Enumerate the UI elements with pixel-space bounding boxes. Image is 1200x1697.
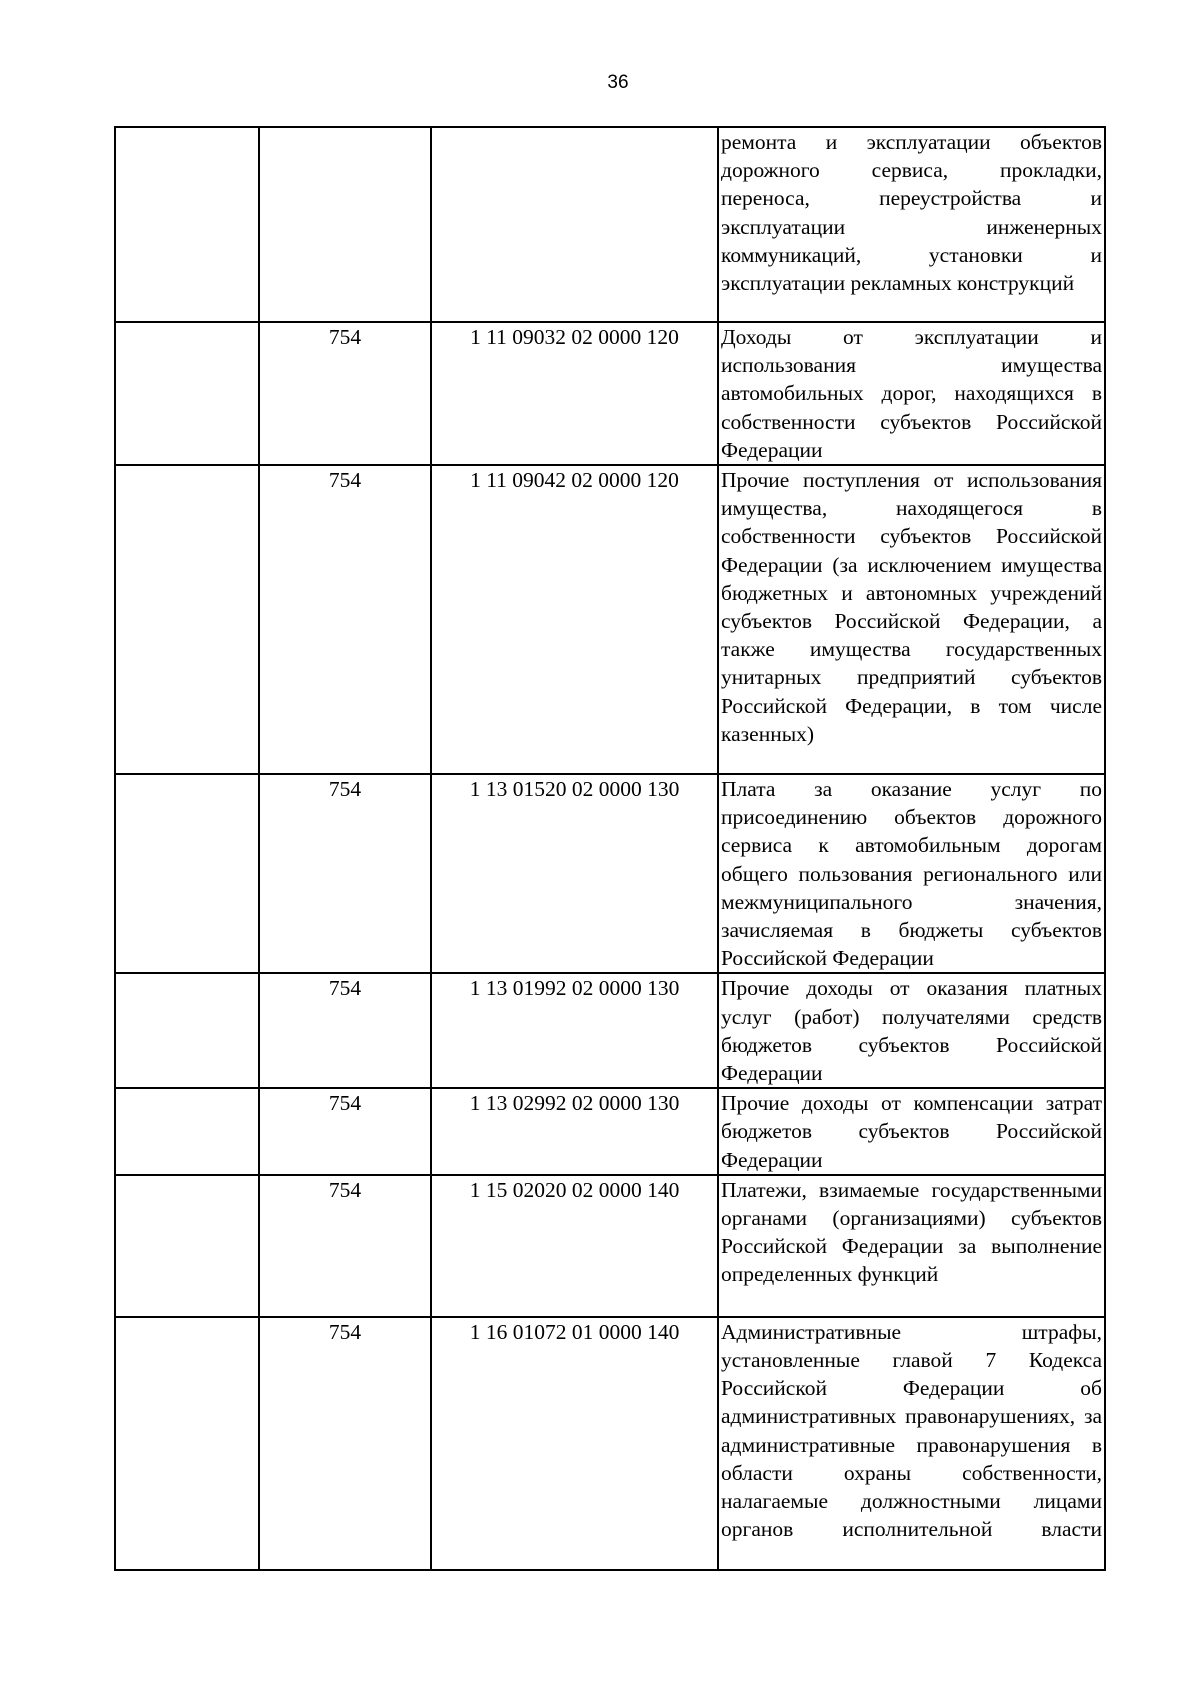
table-row	[115, 1317, 1105, 1570]
empty-cell	[115, 465, 259, 774]
description-cell: Административные штрафы, установленные главой 7 Кодекса Российской Федерации об административных правонарушениях, за административные правонарушения в области охраны собственности, налагаемые должностными лицами органов исполнительной власти	[718, 1317, 1105, 1570]
revenue-code-cell: 1 13 01520 02 0000 130	[431, 774, 718, 973]
empty-cell	[115, 1175, 259, 1317]
description-cell: Прочие доходы от оказания платных услуг (работ) получателями средств бюджетов субъектов Российской Федерации	[718, 973, 1105, 1088]
revenue-code-cell	[431, 127, 718, 322]
revenue-code-cell: 1 13 01992 02 0000 130	[431, 973, 718, 1088]
admin-code-cell: 754	[259, 1317, 431, 1570]
admin-code-cell: 754	[259, 465, 431, 774]
description-cell: Прочие поступления от использования имущества, находящегося в собственности субъектов Российской Федерации (за исключением имущества бюджетных и автономных учреждений субъектов Российской Федерации, а также имущества государственных унитарных предприятий субъектов Российской Федерации, в том числе казенных)	[718, 465, 1105, 774]
description-cell: Плата за оказание услуг по присоединению объектов дорожного сервиса к автомобильным дорогам общего пользования регионального или межмуниципального значения, зачисляемая в бюджеты субъектов Российской Федерации	[718, 774, 1105, 973]
table-row	[115, 973, 1105, 1088]
admin-code-cell: 754	[259, 774, 431, 973]
admin-code-cell: 754	[259, 973, 431, 1088]
empty-cell	[115, 774, 259, 973]
table-row	[115, 465, 1105, 774]
admin-code-cell: 754	[259, 1088, 431, 1175]
admin-code-cell	[259, 127, 431, 322]
description-cell: ремонта и эксплуатации объектов дорожного сервиса, прокладки, переноса, переустройства и эксплуатации инженерных коммуникаций, установки и эксплуатации рекламных конструкций	[718, 127, 1105, 322]
page-number: 36	[607, 72, 629, 93]
table-row	[115, 1088, 1105, 1175]
empty-cell	[115, 1317, 259, 1570]
revenue-code-cell: 1 11 09032 02 0000 120	[431, 322, 718, 465]
table-row	[115, 1175, 1105, 1317]
table-row	[115, 127, 1105, 322]
empty-cell	[115, 127, 259, 322]
description-cell: Платежи, взимаемые государственными органами (организациями) субъектов Российской Федерации за выполнение определенных функций	[718, 1175, 1105, 1317]
empty-cell	[115, 1088, 259, 1175]
revenue-code-cell: 1 11 09042 02 0000 120	[431, 465, 718, 774]
budget-code-table	[114, 126, 1106, 1571]
empty-cell	[115, 322, 259, 465]
empty-cell	[115, 973, 259, 1088]
description-cell: Доходы от эксплуатации и использования имущества автомобильных дорог, находящихся в собственности субъектов Российской Федерации	[718, 322, 1105, 465]
revenue-code-cell: 1 15 02020 02 0000 140	[431, 1175, 718, 1317]
table-row	[115, 322, 1105, 465]
description-cell: Прочие доходы от компенсации затрат бюджетов субъектов Российской Федерации	[718, 1088, 1105, 1175]
revenue-code-cell: 1 16 01072 01 0000 140	[431, 1317, 718, 1570]
admin-code-cell: 754	[259, 1175, 431, 1317]
admin-code-cell: 754	[259, 322, 431, 465]
table-row	[115, 774, 1105, 973]
revenue-code-cell: 1 13 02992 02 0000 130	[431, 1088, 718, 1175]
